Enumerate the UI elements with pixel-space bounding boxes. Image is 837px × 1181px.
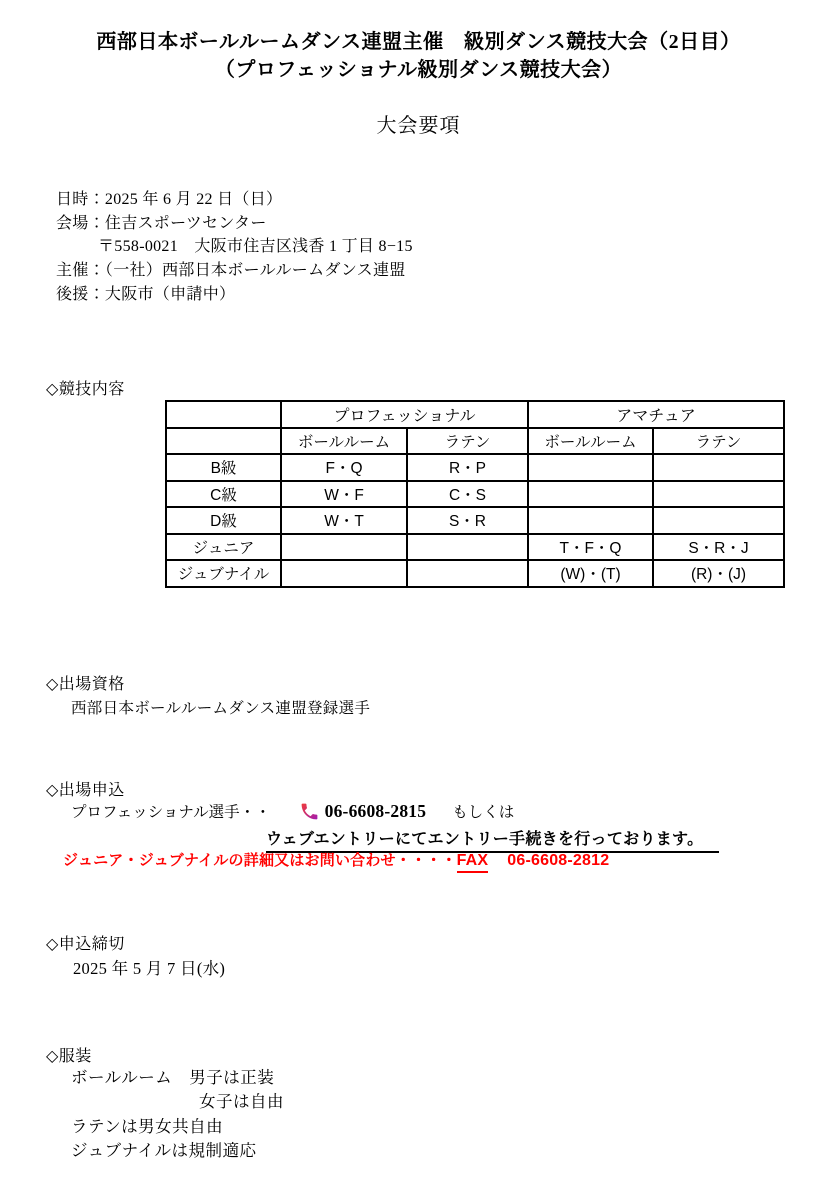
table-row-label: B級: [166, 454, 281, 481]
table-cell: T・F・Q: [528, 534, 653, 561]
table-row-label: ジュブナイル: [166, 560, 281, 587]
junior-fax-note: [63, 849, 609, 873]
table-cell: W・F: [281, 481, 407, 508]
table-cell: [653, 507, 784, 534]
dress-code: [71, 1066, 284, 1163]
table-cell: [653, 481, 784, 508]
section-heading-dress: ◇服装: [46, 1048, 92, 1065]
table-col-group-amateur: アマチュア: [528, 401, 784, 428]
phone-icon: [299, 801, 320, 822]
entry-professional-prefix: プロフェッショナル選手・・: [71, 804, 271, 821]
document-title: [0, 28, 837, 84]
table-group-header-row: [166, 401, 784, 428]
junior-note-prefix: ジュニア・ジュブナイルの詳細又はお問い合わせ・・・・: [63, 852, 457, 869]
table-cell: (R)・(J): [653, 560, 784, 587]
table-cell: [528, 507, 653, 534]
table-row-label: C級: [166, 481, 281, 508]
table-cell: [407, 560, 528, 587]
event-info: [56, 188, 413, 307]
table-corner-cell: [166, 428, 281, 455]
table-corner-cell: [166, 401, 281, 428]
table-cell: [281, 560, 407, 587]
table-sub-header: ラテン: [653, 428, 784, 455]
section-heading-competition: ◇競技内容: [46, 381, 125, 398]
table-col-group-professional: プロフェッショナル: [281, 401, 528, 428]
entry-professional-line: [71, 798, 514, 824]
table-row: [166, 534, 784, 561]
table-cell: [528, 454, 653, 481]
competition-table: [165, 400, 785, 588]
title-line-2: （プロフェッショナル級別ダンス競技大会）: [214, 59, 623, 81]
table-cell: S・R・J: [653, 534, 784, 561]
dress-line-ladies: 女子は自由: [199, 1092, 284, 1112]
info-line-address: 〒558-0021 大阪市住吉区浅香 1 丁目 8−15: [98, 238, 413, 256]
table-row: [166, 454, 784, 481]
fax-number: 06-6608-2812: [507, 852, 610, 869]
table-sub-header: ラテン: [407, 428, 528, 455]
table-sub-header: ボールルーム: [281, 428, 407, 455]
table-row: [166, 507, 784, 534]
section-heading-entry: ◇出場申込: [46, 782, 125, 799]
title-line-1: 西部日本ボールルームダンス連盟主催 級別ダンス競技大会（2日目）: [96, 31, 741, 53]
entry-professional-suffix: もしくは: [452, 804, 515, 821]
table-cell: [281, 534, 407, 561]
section-heading-eligibility: ◇出場資格: [46, 676, 125, 693]
table-row: [166, 481, 784, 508]
table-cell: W・T: [281, 507, 407, 534]
info-line-date: 日時：2025 年 6 月 22 日（日）: [56, 191, 283, 208]
table-cell: [653, 454, 784, 481]
info-line-organizer: 主催：（一社）西部日本ボールルームダンス連盟: [56, 262, 406, 280]
table-cell: R・P: [407, 454, 528, 481]
table-cell: [407, 534, 528, 561]
fax-label: FAX: [457, 852, 489, 873]
entry-phone-number: 06-6608-2815: [324, 800, 427, 821]
table-cell: [528, 481, 653, 508]
web-entry-note: ウェブエントリーにてエントリー手続きを行っております。: [266, 826, 719, 853]
dress-line-juvenile: ジュブナイルは規制適応: [71, 1140, 257, 1160]
deadline-date: 2025 年 5 月 7 日(水): [73, 959, 226, 978]
table-cell: (W)・(T): [528, 560, 653, 587]
table-row: [166, 560, 784, 587]
document-subtitle: 大会要項: [376, 115, 461, 137]
table-row-label: ジュニア: [166, 534, 281, 561]
info-line-support: 後援：大阪市（申請中）: [56, 285, 236, 303]
table-row-label: D級: [166, 507, 281, 534]
dress-line-latin: ラテンは男女共自由: [71, 1116, 224, 1136]
table-cell: C・S: [407, 481, 528, 508]
eligibility-body: 西部日本ボールルームダンス連盟登録選手: [71, 700, 371, 717]
info-line-venue: 会場：住吉スポーツセンター: [56, 214, 267, 232]
table-cell: S・R: [407, 507, 528, 534]
section-heading-deadline: ◇申込締切: [46, 936, 125, 953]
table-sub-header: ボールルーム: [528, 428, 653, 455]
dress-line-ballroom: ボールルーム 男子は正装: [71, 1068, 275, 1087]
table-subheader-row: [166, 428, 784, 455]
table-cell: F・Q: [281, 454, 407, 481]
